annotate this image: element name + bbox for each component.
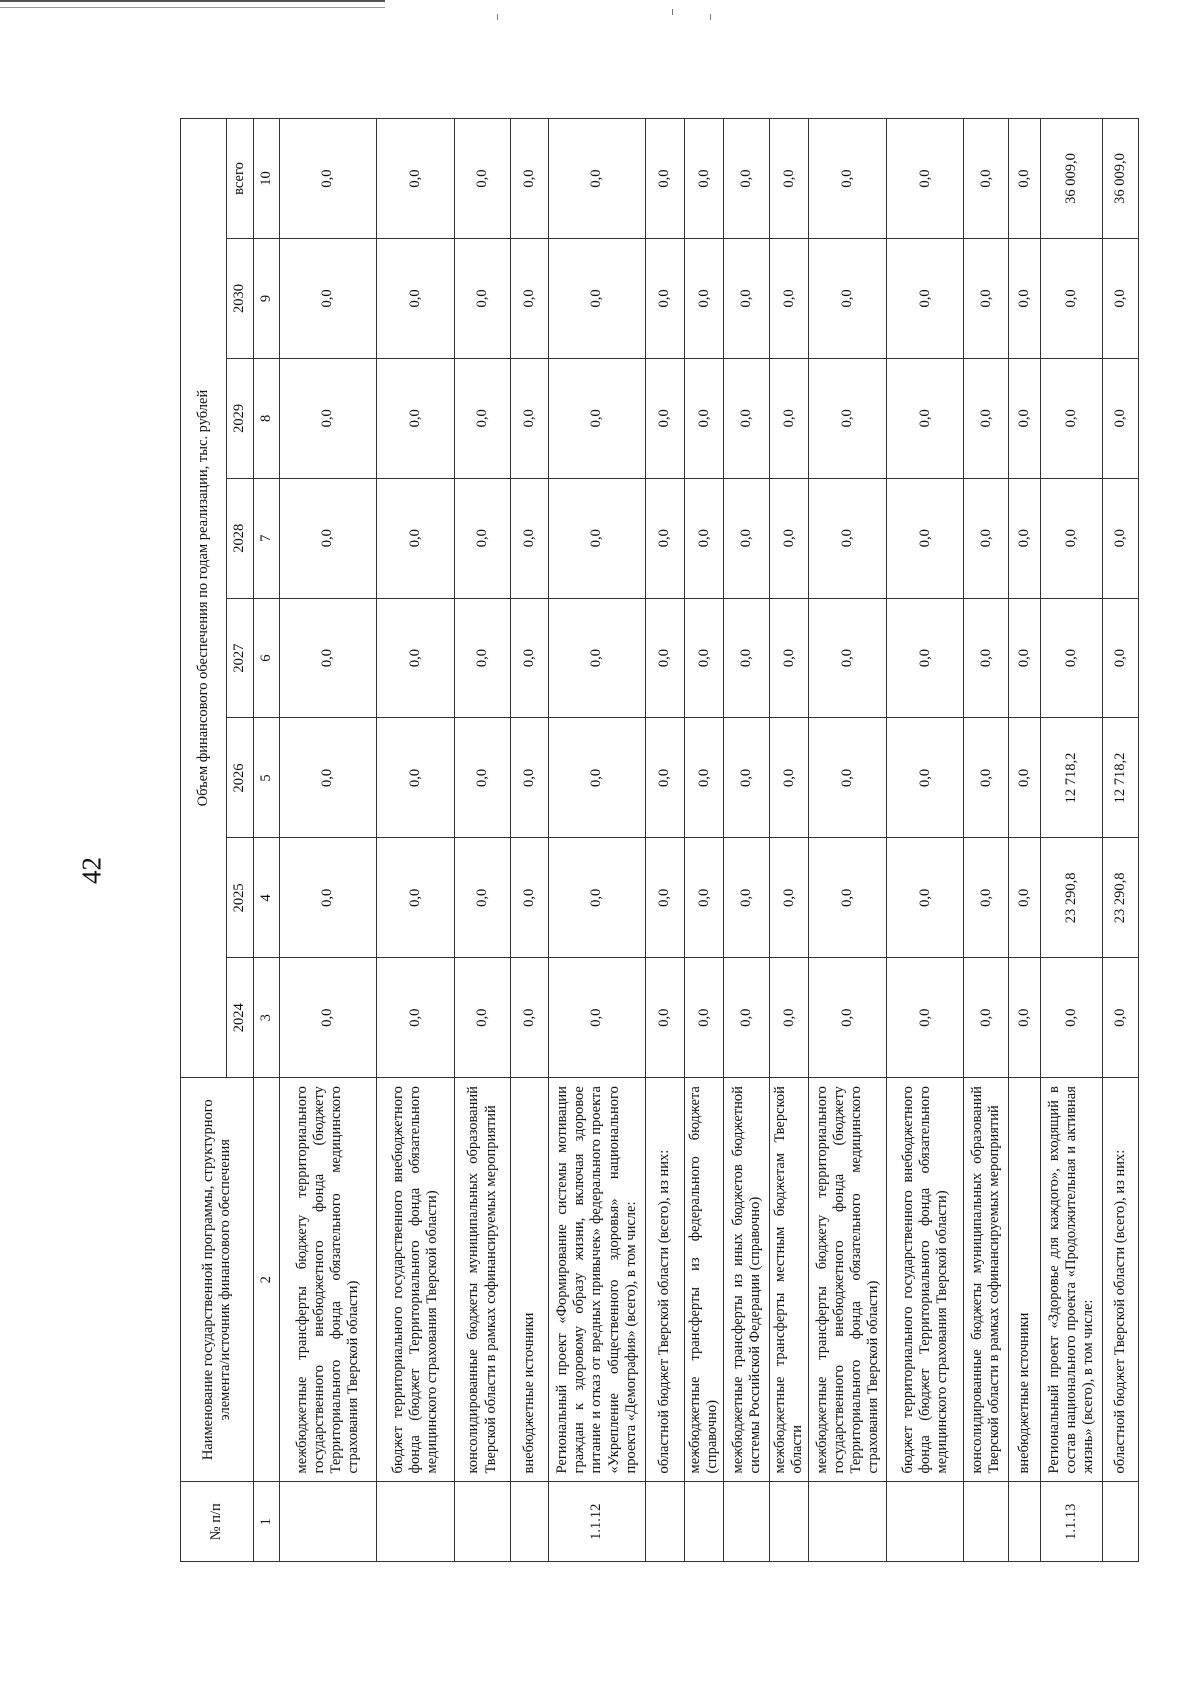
row-value: 0,0 — [964, 478, 1009, 598]
row-value: 0,0 — [809, 239, 887, 359]
row-value: 0,0 — [964, 958, 1009, 1078]
row-value: 0,0 — [685, 598, 724, 718]
row-value: 0,0 — [964, 838, 1009, 958]
table-row — [1009, 119, 1041, 1562]
row-value: 23 290,8 — [1103, 838, 1139, 958]
header-total: всего — [227, 119, 254, 239]
row-value: 12 718,2 — [1103, 718, 1139, 838]
column-number: 3 — [254, 958, 280, 1078]
row-value: 0,0 — [964, 718, 1009, 838]
table-row — [887, 119, 964, 1562]
row-value-total: 36 009,0 — [1103, 119, 1139, 239]
row-value: 0,0 — [887, 239, 964, 359]
row-value-total: 0,0 — [1009, 119, 1041, 239]
table-row — [549, 119, 646, 1562]
row-number — [964, 1482, 1009, 1562]
row-value: 0,0 — [770, 358, 809, 478]
row-name: Региональный проект «Формирование системы мотивации граждан к здоровому образу жизни, включая здоровое питание и отказ от вредных привычек» федерального проекта «Укрепление общественного здоровья» национального проекта «Демография» (всего), в том числе: — [549, 1078, 646, 1482]
row-value-total: 0,0 — [646, 119, 685, 239]
row-value: 0,0 — [887, 718, 964, 838]
row-value-total: 0,0 — [455, 119, 511, 239]
row-value: 0,0 — [724, 838, 770, 958]
row-value: 0,0 — [887, 958, 964, 1078]
header-year: 2028 — [227, 478, 254, 598]
row-value: 0,0 — [511, 718, 549, 838]
header-name: Наименование государственной программы, структурного элемента/источник финансового обеспечения — [181, 1078, 254, 1482]
row-value-total: 0,0 — [377, 119, 455, 239]
row-value: 0,0 — [724, 718, 770, 838]
table-row — [809, 119, 887, 1562]
row-value: 0,0 — [685, 358, 724, 478]
row-number — [1009, 1482, 1041, 1562]
row-number: 1.1.13 — [1041, 1482, 1103, 1562]
table-row — [1041, 119, 1103, 1562]
row-value: 0,0 — [455, 358, 511, 478]
row-value: 0,0 — [1009, 478, 1041, 598]
row-value: 0,0 — [377, 838, 455, 958]
row-value: 0,0 — [455, 239, 511, 359]
table-row — [280, 119, 377, 1562]
row-value: 0,0 — [646, 838, 685, 958]
row-value: 0,0 — [809, 598, 887, 718]
row-value-total: 0,0 — [280, 119, 377, 239]
column-number: 2 — [254, 1078, 280, 1482]
row-value: 0,0 — [770, 838, 809, 958]
row-value: 0,0 — [1041, 239, 1103, 359]
row-value: 0,0 — [685, 718, 724, 838]
row-number — [809, 1482, 887, 1562]
row-name: межбюджетные трансферты бюджету территориального государственного внебюджетного фонда (бюджету Территориального фонда обязательного медицинского страхования Тверской области) — [280, 1078, 377, 1482]
row-value-total: 0,0 — [511, 119, 549, 239]
row-value: 0,0 — [455, 838, 511, 958]
scan-edge-line — [0, 0, 385, 2]
header-num: № п/п — [181, 1482, 254, 1562]
row-value: 0,0 — [1103, 478, 1139, 598]
row-value: 0,0 — [511, 958, 549, 1078]
row-value: 0,0 — [685, 958, 724, 1078]
row-number — [377, 1482, 455, 1562]
row-value: 0,0 — [887, 598, 964, 718]
row-name: бюджет территориального государственного внебюджетного фонда (бюджет Территориального фонда обязательного медицинского страхования Тверской области) — [377, 1078, 455, 1482]
row-value: 0,0 — [724, 239, 770, 359]
row-value: 0,0 — [964, 239, 1009, 359]
table-row — [377, 119, 455, 1562]
table-row — [964, 119, 1009, 1562]
row-number — [280, 1482, 377, 1562]
row-value: 0,0 — [724, 478, 770, 598]
row-value: 0,0 — [770, 239, 809, 359]
row-value: 0,0 — [511, 838, 549, 958]
row-value: 0,0 — [646, 358, 685, 478]
row-value-total: 0,0 — [770, 119, 809, 239]
scan-speck — [710, 14, 711, 20]
row-value: 23 290,8 — [1041, 838, 1103, 958]
row-number — [724, 1482, 770, 1562]
row-name: внебюджетные источники — [1009, 1078, 1041, 1482]
row-value: 0,0 — [770, 598, 809, 718]
row-value: 0,0 — [377, 478, 455, 598]
row-value: 0,0 — [377, 598, 455, 718]
row-value: 0,0 — [887, 838, 964, 958]
row-value-total: 0,0 — [685, 119, 724, 239]
row-value: 0,0 — [1009, 718, 1041, 838]
row-value: 0,0 — [1103, 598, 1139, 718]
column-number: 1 — [254, 1482, 280, 1562]
row-value: 0,0 — [511, 239, 549, 359]
header-funding: Объем финансового обеспечения по годам реализации, тыс. рублей — [181, 119, 227, 1078]
row-number — [887, 1482, 964, 1562]
scan-speck — [672, 9, 673, 15]
row-value-total: 36 009,0 — [1041, 119, 1103, 239]
row-name: консолидированные бюджеты муниципальных образований Тверской области в рамках софинансируемых мероприятий — [455, 1078, 511, 1482]
table-row — [455, 119, 511, 1562]
row-name: областной бюджет Тверской области (всего), из них: — [646, 1078, 685, 1482]
row-value: 0,0 — [887, 358, 964, 478]
scan-edge-line — [0, 7, 385, 8]
row-value: 0,0 — [964, 358, 1009, 478]
row-value: 0,0 — [280, 598, 377, 718]
row-value: 0,0 — [1103, 958, 1139, 1078]
table-row — [724, 119, 770, 1562]
financing-table — [180, 118, 1139, 1562]
row-value: 0,0 — [549, 239, 646, 359]
table-row — [685, 119, 724, 1562]
column-number: 10 — [254, 119, 280, 239]
row-value: 0,0 — [549, 958, 646, 1078]
row-name: внебюджетные источники — [511, 1078, 549, 1482]
page-number: 42 — [76, 857, 107, 884]
row-value: 0,0 — [1009, 958, 1041, 1078]
row-value: 0,0 — [809, 358, 887, 478]
row-value: 0,0 — [646, 598, 685, 718]
row-value-total: 0,0 — [964, 119, 1009, 239]
row-value: 0,0 — [685, 478, 724, 598]
row-value: 0,0 — [455, 598, 511, 718]
row-value: 0,0 — [1009, 838, 1041, 958]
row-value: 0,0 — [724, 358, 770, 478]
row-value: 0,0 — [455, 478, 511, 598]
row-name: межбюджетные трансферты из федерального бюджета (справочно) — [685, 1078, 724, 1482]
row-value: 0,0 — [809, 718, 887, 838]
column-number: 9 — [254, 239, 280, 359]
row-value: 0,0 — [280, 838, 377, 958]
header-year: 2025 — [227, 838, 254, 958]
row-value: 0,0 — [511, 598, 549, 718]
row-number — [646, 1482, 685, 1562]
row-value: 12 718,2 — [1041, 718, 1103, 838]
row-value: 0,0 — [770, 718, 809, 838]
row-value: 0,0 — [280, 478, 377, 598]
row-number — [770, 1482, 809, 1562]
row-name: межбюджетные трансферты из иных бюджетов бюджетной системы Российской Федерации (справочно) — [724, 1078, 770, 1482]
row-value: 0,0 — [646, 958, 685, 1078]
header-year: 2029 — [227, 358, 254, 478]
row-value: 0,0 — [1009, 358, 1041, 478]
row-value: 0,0 — [770, 958, 809, 1078]
row-number: 1.1.12 — [549, 1482, 646, 1562]
table-row — [511, 119, 549, 1562]
header-year: 2030 — [227, 239, 254, 359]
row-value: 0,0 — [280, 958, 377, 1078]
row-value: 0,0 — [511, 358, 549, 478]
row-value: 0,0 — [964, 598, 1009, 718]
scan-speck — [497, 14, 498, 20]
column-number: 5 — [254, 718, 280, 838]
row-value: 0,0 — [549, 598, 646, 718]
column-number: 6 — [254, 598, 280, 718]
row-value: 0,0 — [280, 358, 377, 478]
row-value: 0,0 — [1103, 358, 1139, 478]
row-value: 0,0 — [685, 239, 724, 359]
row-value: 0,0 — [809, 838, 887, 958]
row-name: межбюджетные трансферты местным бюджетам Тверской области — [770, 1078, 809, 1482]
row-value: 0,0 — [887, 478, 964, 598]
row-value: 0,0 — [377, 718, 455, 838]
row-value: 0,0 — [1041, 358, 1103, 478]
row-value: 0,0 — [770, 478, 809, 598]
header-year: 2026 — [227, 718, 254, 838]
row-value: 0,0 — [377, 958, 455, 1078]
row-value-total: 0,0 — [724, 119, 770, 239]
row-value: 0,0 — [809, 958, 887, 1078]
row-number — [511, 1482, 549, 1562]
row-value: 0,0 — [1041, 478, 1103, 598]
row-number — [455, 1482, 511, 1562]
row-value: 0,0 — [280, 239, 377, 359]
row-value: 0,0 — [280, 718, 377, 838]
row-value: 0,0 — [1103, 239, 1139, 359]
row-value: 0,0 — [1009, 598, 1041, 718]
row-value: 0,0 — [685, 838, 724, 958]
column-number: 7 — [254, 478, 280, 598]
row-value: 0,0 — [377, 239, 455, 359]
row-number — [1103, 1482, 1139, 1562]
row-value-total: 0,0 — [549, 119, 646, 239]
row-value: 0,0 — [455, 958, 511, 1078]
header-year: 2027 — [227, 598, 254, 718]
column-number: 8 — [254, 358, 280, 478]
table-row — [646, 119, 685, 1562]
row-value: 0,0 — [646, 478, 685, 598]
row-value: 0,0 — [549, 478, 646, 598]
row-value: 0,0 — [724, 958, 770, 1078]
table-row — [1103, 119, 1139, 1562]
row-value: 0,0 — [455, 718, 511, 838]
row-value: 0,0 — [549, 718, 646, 838]
row-value: 0,0 — [377, 358, 455, 478]
table-row — [770, 119, 809, 1562]
row-name: межбюджетные трансферты бюджету территориального государственного внебюджетного фонда (бюджету Территориального фонда обязательного медицинского страхования Тверской области) — [809, 1078, 887, 1482]
row-value: 0,0 — [1009, 239, 1041, 359]
table-body — [280, 119, 1139, 1562]
row-name: Региональный проект «Здоровье для каждого», входящий в состав национального проекта «Продолжительная и активная жизнь» (всего), в том числе: — [1041, 1078, 1103, 1482]
row-value: 0,0 — [1041, 958, 1103, 1078]
row-value: 0,0 — [724, 598, 770, 718]
row-value: 0,0 — [549, 358, 646, 478]
row-value: 0,0 — [1041, 598, 1103, 718]
row-value-total: 0,0 — [809, 119, 887, 239]
row-name: областной бюджет Тверской области (всего), из них: — [1103, 1078, 1139, 1482]
column-number: 4 — [254, 838, 280, 958]
row-value: 0,0 — [646, 718, 685, 838]
row-name: консолидированные бюджеты муниципальных образований Тверской области в рамках софинансируемых мероприятий — [964, 1078, 1009, 1482]
header-year: 2024 — [227, 958, 254, 1078]
row-value: 0,0 — [511, 478, 549, 598]
row-number — [685, 1482, 724, 1562]
row-value: 0,0 — [809, 478, 887, 598]
row-value: 0,0 — [646, 239, 685, 359]
row-value: 0,0 — [549, 838, 646, 958]
rotated-table-container — [180, 118, 1129, 1562]
row-value-total: 0,0 — [887, 119, 964, 239]
row-name: бюджет территориального государственного внебюджетного фонда (бюджет Территориального фонда обязательного медицинского страхования Тверской области) — [887, 1078, 964, 1482]
